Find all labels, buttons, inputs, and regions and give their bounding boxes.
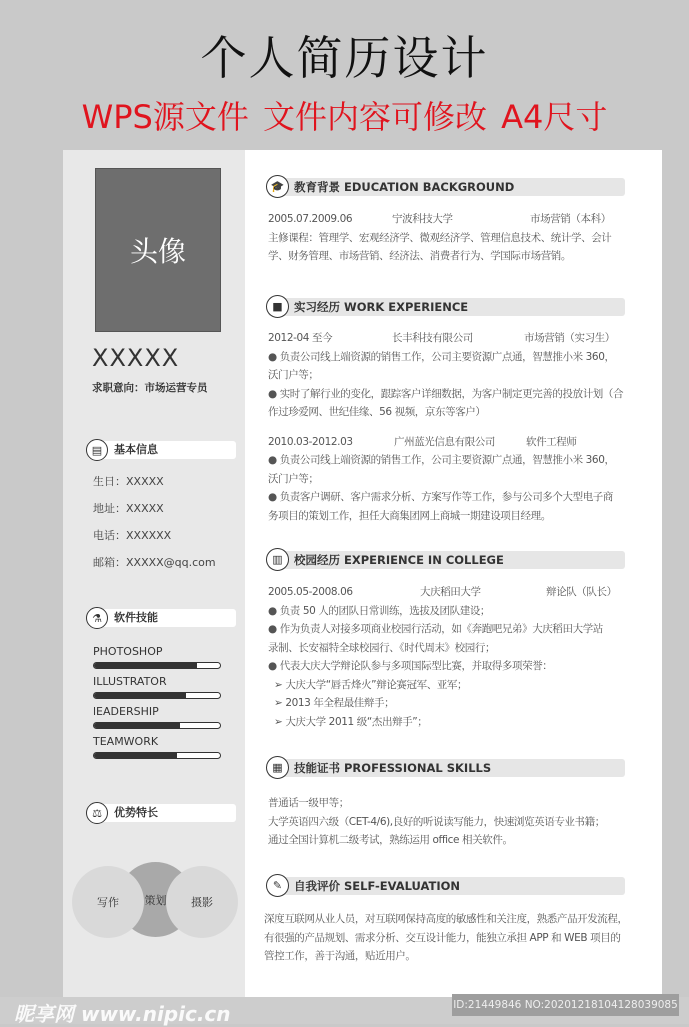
education-header bbox=[268, 178, 625, 196]
strength-photography: 摄影 bbox=[166, 866, 238, 938]
education-school: 宁波科技大学 bbox=[392, 213, 453, 225]
college-date: 2005.05-2008.06 bbox=[268, 586, 353, 598]
college-line: ● 代表大庆大学辩论队参与多项国际型比赛，并取得多项荣誉： bbox=[268, 660, 553, 672]
skill-name: lEADERSHIP bbox=[93, 705, 159, 718]
skill-line: 通过全国计算机二级考试，熟练运用 office 相关软件。 bbox=[268, 834, 513, 846]
job-role: 市场营销（实习生） bbox=[524, 332, 615, 344]
info-email: 邮箱：XXXXX@qq.com bbox=[93, 556, 216, 569]
info-birthday: 生日：XXXXX bbox=[93, 475, 164, 488]
job-line: ● 负责公司线上端资源的销售工作，公司主要资源广点通，智慧推小米 360， bbox=[268, 350, 615, 363]
page-subtitle: WPS源文件 文件内容可修改 A4尺寸 bbox=[81, 98, 608, 136]
college-line: ● 作为负责人对接多项商业校园行活动，如《奔跑吧兄弟》大庆稻田大学站 bbox=[268, 623, 603, 635]
self-line: 管控工作，善于沟通，贴近用户。 bbox=[264, 950, 416, 962]
skill-level-fill bbox=[94, 693, 186, 698]
self-line: 有很强的产品规划、需求分析、交互设计能力，能独立承担 APP 和 WEB 项目的 bbox=[264, 931, 621, 944]
job-line: 作过珍爱网、世纪佳缘、56 视频，京东等客户） bbox=[268, 406, 486, 418]
flask-icon: ⚗ bbox=[86, 607, 108, 629]
basic-info-title: 基本信息 bbox=[114, 443, 158, 456]
job-line: ● 负责客户调研、客户需求分析、方案写作等工作，参与公司多个大型电子商 bbox=[268, 491, 613, 503]
info-address: 地址：XXXXX bbox=[93, 502, 164, 515]
software-header bbox=[88, 609, 236, 627]
college-award: ➢ 大庆大学“唇舌烽火”辩论赛冠军、亚军； bbox=[274, 678, 468, 691]
job-company: 广州蓝光信息有限公司 bbox=[394, 435, 495, 448]
basic-info-header bbox=[88, 441, 236, 459]
work-title: 实习经历 WORK EXPERIENCE bbox=[294, 300, 469, 314]
college-line: 录制、长安福特全球校园行、《时代周末》校园行； bbox=[268, 641, 496, 654]
skill-level-bar bbox=[93, 752, 221, 759]
skill-name: ILLUSTRATOR bbox=[93, 675, 167, 688]
skill-line: 大学英语四六级（CET-4/6),良好的听说读写能力，快速浏览英语专业书籍； bbox=[268, 815, 605, 828]
skills-title: 技能证书 PROFESSIONAL SKILLS bbox=[294, 761, 492, 775]
self-header bbox=[268, 877, 625, 895]
strength-writing: 写作 bbox=[72, 866, 144, 938]
education-date: 2005.07.2009.06 bbox=[268, 213, 353, 225]
skills-section bbox=[268, 794, 658, 850]
self-section bbox=[264, 910, 659, 966]
scale-icon: ⚖ bbox=[86, 802, 108, 824]
college-school: 大庆稻田大学 bbox=[420, 586, 481, 598]
job-company: 长丰科技有限公司 bbox=[392, 332, 473, 344]
photo-placeholder: 头像 bbox=[95, 168, 221, 332]
strengths-title: 优势特长 bbox=[114, 806, 158, 819]
education-line: 学、财务管理、市场营销、经济法、消费者行为、学国际市场营销。 bbox=[268, 250, 571, 262]
job-line: 务项目的策划工作，担任大商集团网上商城一期建设项目经理。 bbox=[268, 509, 551, 522]
self-title: 自我评价 SELF-EVALUATION bbox=[294, 879, 461, 893]
skill-level-fill bbox=[94, 663, 197, 668]
job-line: ● 负责公司线上端资源的销售工作，公司主要资源广点通，智慧推小米 360， bbox=[268, 454, 615, 466]
college-role: 辩论队（队长） bbox=[546, 586, 617, 598]
work-header bbox=[268, 298, 625, 316]
page-title: 个人简历设计 bbox=[200, 31, 489, 85]
job-intent: 求职意向：市场运营专员 bbox=[92, 382, 208, 394]
work-section bbox=[268, 329, 658, 525]
bar-chart-icon: ▥ bbox=[266, 548, 289, 571]
skill-level-fill bbox=[94, 723, 180, 728]
job-role: 软件工程师 bbox=[526, 435, 577, 448]
strength-planning: 策划 bbox=[118, 862, 193, 937]
job-line: 沃门户等； bbox=[268, 369, 319, 381]
skill-line: 普通话一级甲等； bbox=[268, 797, 349, 809]
college-section bbox=[268, 583, 658, 731]
self-line: 深度互联网从业人员，对互联网保持高度的敏感性和关注度，熟悉产品开发流程， bbox=[264, 913, 628, 925]
software-title: 软件技能 bbox=[114, 611, 158, 624]
skill-level-fill bbox=[94, 753, 177, 758]
college-award: ➢ 大庆大学 2011 级“杰出辩手”； bbox=[274, 715, 428, 728]
strengths-header bbox=[88, 804, 236, 822]
job-date: 2010.03-2012.03 bbox=[268, 435, 353, 448]
graduation-cap-icon: 🎓 bbox=[266, 175, 289, 198]
education-section bbox=[268, 210, 658, 266]
edit-icon: ✎ bbox=[266, 874, 289, 897]
skill-level-bar bbox=[93, 692, 221, 699]
job-date: 2012-04 至今 bbox=[268, 332, 333, 344]
skill-level-bar bbox=[93, 662, 221, 669]
skill-level-bar bbox=[93, 722, 221, 729]
watermark-id: ID:21449846 NO:20201218104128039085 bbox=[452, 994, 679, 1016]
info-phone: 电话：XXXXXX bbox=[93, 529, 172, 542]
college-award: ➢ 2013 年全程最佳辩手； bbox=[274, 697, 395, 709]
college-title: 校园经历 EXPERIENCE IN COLLEGE bbox=[294, 553, 504, 567]
college-header bbox=[268, 551, 625, 569]
briefcase-icon: ■ bbox=[266, 295, 289, 318]
skill-name: TEAMWORK bbox=[93, 735, 159, 748]
certificate-icon: ▦ bbox=[266, 756, 289, 779]
education-title: 教育背景 EDUCATION BACKGROUND bbox=[294, 180, 515, 194]
skills-header bbox=[268, 759, 625, 777]
clipboard-icon: ▤ bbox=[86, 439, 108, 461]
job-line: ● 实时了解行业的变化，跟踪客户详细数据，为客户制定更完善的投放计划（合 bbox=[268, 387, 624, 400]
education-major: 市场营销（本科） bbox=[530, 213, 611, 225]
candidate-name: XXXXX bbox=[92, 344, 180, 372]
job-line: 沃门户等； bbox=[268, 472, 319, 485]
skill-name: PHOTOSHOP bbox=[93, 645, 163, 658]
watermark-logo: 昵享网 www.nipic.cn bbox=[14, 1002, 231, 1026]
education-line: 主修课程：管理学、宏观经济学、微观经济学、管理信息技术、统计学、会计 bbox=[268, 231, 612, 244]
college-line: ● 负责 50 人的团队日常训练，选拔及团队建设； bbox=[268, 604, 491, 617]
